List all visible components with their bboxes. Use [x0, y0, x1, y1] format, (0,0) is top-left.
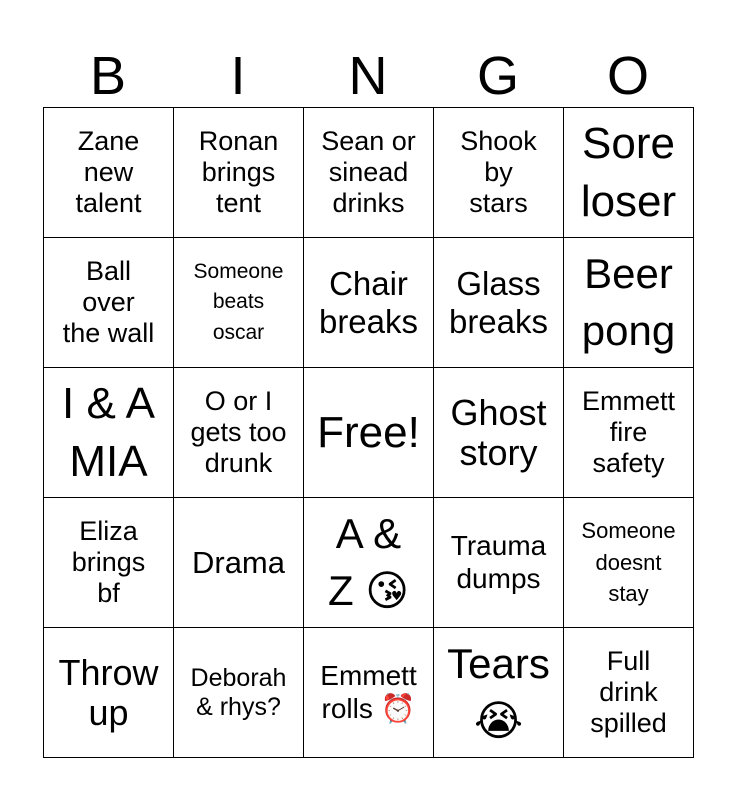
bingo-cell-n3-free[interactable]: Free! [304, 368, 434, 498]
bingo-cell-b5[interactable]: Throw up [44, 628, 174, 758]
bingo-cell-g2[interactable]: Glass breaks [434, 238, 564, 368]
header-letter-g: G [476, 46, 519, 106]
bingo-header [43, 46, 693, 106]
header-letter-o: O [606, 46, 649, 106]
bingo-cell-g5[interactable]: Tears 😭 [434, 628, 564, 758]
bingo-cell-g1[interactable]: Shook by stars [434, 108, 564, 238]
bingo-cell-i5[interactable]: Deborah & rhys? [174, 628, 304, 758]
header-letter-b: B [89, 46, 127, 106]
bingo-card-grid [43, 107, 694, 758]
bingo-cell-o3[interactable]: Emmett fire safety [564, 368, 694, 498]
header-letter-i: I [230, 46, 246, 106]
bingo-cell-g4[interactable]: Trauma dumps [434, 498, 564, 628]
bingo-cell-i4[interactable]: Drama [174, 498, 304, 628]
bingo-cell-b1[interactable]: Zane new talent [44, 108, 174, 238]
bingo-cell-o1[interactable]: Sore loser [564, 108, 694, 238]
bingo-cell-b4[interactable]: Eliza brings bf [44, 498, 174, 628]
bingo-cell-i3[interactable]: O or I gets too drunk [174, 368, 304, 498]
bingo-cell-b2[interactable]: Ball over the wall [44, 238, 174, 368]
bingo-cell-i1[interactable]: Ronan brings tent [174, 108, 304, 238]
bingo-cell-o4[interactable]: Someone doesnt stay [564, 498, 694, 628]
bingo-cell-o2[interactable]: Beer pong [564, 238, 694, 368]
bingo-cell-n2[interactable]: Chair breaks [304, 238, 434, 368]
bingo-cell-g3[interactable]: Ghost story [434, 368, 564, 498]
bingo-cell-n5[interactable]: Emmett rolls ⏰ [304, 628, 434, 758]
bingo-cell-n1[interactable]: Sean or sinead drinks [304, 108, 434, 238]
bingo-cell-n4[interactable]: A & Z 😘 [304, 498, 434, 628]
bingo-cell-o5[interactable]: Full drink spilled [564, 628, 694, 758]
bingo-cell-b3[interactable]: I & A MIA [44, 368, 174, 498]
header-letter-n: N [348, 46, 388, 106]
bingo-cell-i2[interactable]: Someone beats oscar [174, 238, 304, 368]
